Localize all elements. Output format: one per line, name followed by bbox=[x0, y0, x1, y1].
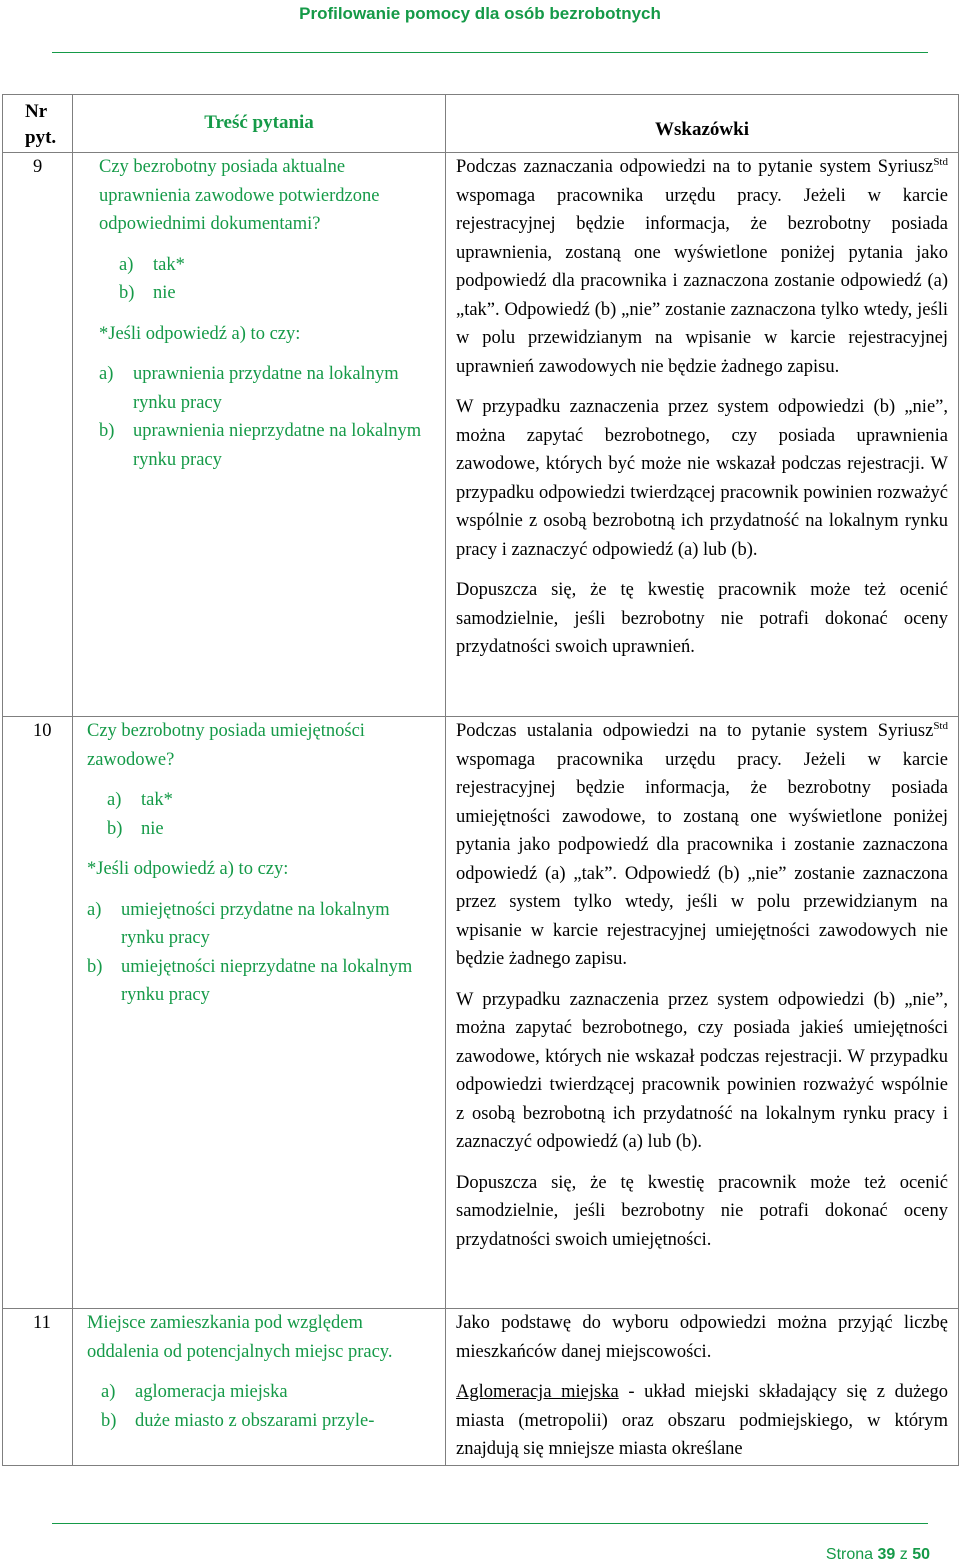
question-number: 9 bbox=[3, 153, 73, 717]
question-text: Czy bezrobotny posiada umiejętności zawodowe? bbox=[87, 721, 365, 770]
answer-option: a) tak* bbox=[119, 254, 185, 275]
column-header-hints: Wskazówki bbox=[446, 95, 959, 153]
followup-option: a) uprawnienia przydatne na lokalnym rynku pracy bbox=[99, 364, 399, 413]
header-divider bbox=[52, 52, 928, 53]
page-total: 50 bbox=[912, 1546, 930, 1563]
hint-paragraph: Podczas ustalania odpowiedzi na to pytanie system Syriusz$^{Std}$ wspomaga pracownika urzędu pracy. Jeżeli w karcie rejestracyjnej będzie informacja, że bezrobotny posiada umiejętności zawodowe, to zostaną one wyświetlone poniżej pytania jako podpowiedź dla pracownika i zostanie zaznaczona odpowiedź (a) „tak”. Odpowiedź (b) „nie” zostanie zaznaczona przez system tylko wtedy, jeśli w polu przewidzianym na wpisanie w karcie rejestracyjnej umiejętności zawodowych nie będzie żadnego zapisu. bbox=[456, 719, 948, 969]
answer-option: b) nie bbox=[119, 283, 176, 303]
followup-option: b) umiejętności nieprzydatne na lokalnym rynku pracy bbox=[87, 956, 413, 1005]
document-header-title: Profilowanie pomocy dla osób bezrobotnych bbox=[299, 4, 661, 23]
followup-question: *Jeśli odpowiedź a) to czy: bbox=[99, 323, 301, 344]
page-current: 39 bbox=[877, 1546, 896, 1563]
followup-option: b) uprawnienia nieprzydatne na lokalnym rynku pracy bbox=[99, 421, 422, 470]
footer-divider bbox=[52, 1523, 928, 1524]
table-row bbox=[3, 717, 959, 1309]
column-header-question: Treść pytania bbox=[73, 95, 446, 153]
question-cell bbox=[73, 717, 446, 1309]
hint-paragraph: Dopuszcza się, że tę kwestię pracownik może też ocenić samodzielnie, jeśli bezrobotny nie potrafi dokonać oceny przydatności swoich uprawnień. bbox=[456, 580, 948, 657]
column-header-nr: Nr pyt. bbox=[3, 95, 73, 153]
answer-option: b) nie bbox=[107, 818, 164, 839]
table-row bbox=[3, 1309, 959, 1466]
question-table bbox=[2, 94, 959, 1466]
page-number: Strona 39 z 50 bbox=[825, 1546, 930, 1563]
hint-paragraph: Aglomeracja miejska - układ miejski składający się z dużego miasta (metropolii) oraz obszaru podmiejskiego, w którym znajdują się mniejsze miasta określane bbox=[456, 1382, 948, 1459]
question-text: Miejsce zamieszkania pod względem oddalenia od potencjalnych miejsc pracy. bbox=[87, 1313, 393, 1362]
defined-term: Aglomeracja miejska bbox=[456, 1382, 619, 1402]
question-cell bbox=[73, 1309, 446, 1466]
answer-options bbox=[107, 786, 429, 843]
answer-option: b) duże miasto z obszarami przyle- bbox=[101, 1410, 375, 1431]
question-number: 10 bbox=[3, 717, 73, 1309]
hints-cell bbox=[446, 1309, 959, 1466]
answer-options bbox=[119, 251, 429, 308]
hint-paragraph: Dopuszcza się, że tę kwestię pracownik może też ocenić samodzielnie, jeśli bezrobotny nie potrafi dokonać oceny przydatności swoich umiejętności. bbox=[456, 1172, 948, 1250]
followup-options bbox=[99, 360, 429, 474]
followup-option: a) umiejętności przydatne na lokalnym rynku pracy bbox=[87, 899, 390, 948]
hint-paragraph: Podczas zaznaczania odpowiedzi na to pytanie system Syriusz$^{Std}$ wspomaga pracownika urzędu pracy. Jeżeli w karcie rejestracyjnej będzie informacja, że bezrobotny posiada uprawnienia, zostaną one wyświetlone poniżej pytania jako podpowiedź dla pracownika i zaznaczona zostanie odpowiedź (a) „tak”. Odpowiedź (b) „nie” zostanie zaznaczona tylko wtedy, jeśli w polu przewidzianym na wpisanie w karcie rejestracyjnej uprawnień zawodowych nie będzie żadnego zapisu. bbox=[456, 155, 948, 377]
question-text: Czy bezrobotny posiada aktualne uprawnienia zawodowe potwierdzone odpowiednimi dokumentami? bbox=[99, 157, 380, 234]
answer-options bbox=[101, 1378, 429, 1435]
table-row bbox=[3, 153, 959, 717]
followup-question: *Jeśli odpowiedź a) to czy: bbox=[87, 859, 289, 879]
hints-cell bbox=[446, 153, 959, 717]
table-header-row bbox=[3, 95, 959, 153]
hint-paragraph: W przypadku zaznaczenia przez system odpowiedzi (b) „nie”, można zapytać bezrobotnego, czy posiada jakieś umiejętności zawodowe, których nie wskazał podczas rejestracji. W przypadku odpowiedzi twierdzącej pracownik powinien rozważyć wspólnie z osobą bezrobotną ich przydatność na lokalnym rynku pracy i zaznaczyć odpowiedź (a) lub (b). bbox=[456, 989, 948, 1152]
hint-paragraph: W przypadku zaznaczenia przez system odpowiedzi (b) „nie”, można zapytać bezrobotnego, czy posiada uprawnienia zawodowe, których być może nie wskazał podczas rejestracji. W przypadku odpowiedzi twierdzącej pracownik powinien rozważyć wspólnie z osobą bezrobotną ich przydatność na lokalnym rynku pracy i zaznaczyć odpowiedź (a) lub (b). bbox=[456, 397, 948, 560]
question-number: 11 bbox=[3, 1309, 73, 1466]
answer-option: a) aglomeracja miejska bbox=[101, 1382, 288, 1402]
hint-paragraph: Jako podstawę do wyboru odpowiedzi można przyjąć liczbę mieszkańców danej miejscowości. bbox=[456, 1313, 948, 1362]
answer-option: a) tak* bbox=[107, 790, 173, 810]
hints-cell bbox=[446, 717, 959, 1309]
question-cell bbox=[73, 153, 446, 717]
followup-options bbox=[87, 896, 429, 1010]
